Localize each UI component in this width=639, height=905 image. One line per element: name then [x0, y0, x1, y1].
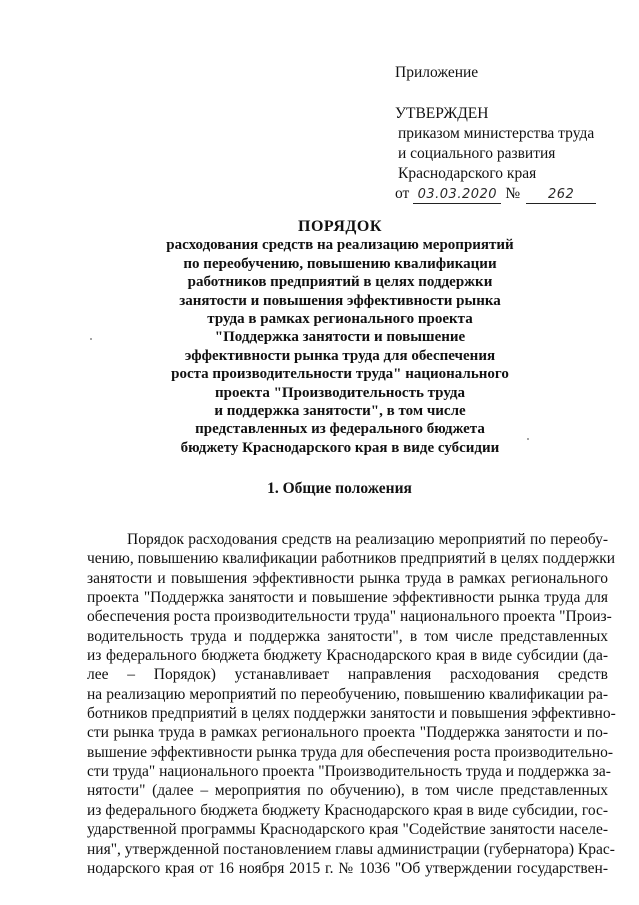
approved-label: УТВЕРЖДЕН	[395, 105, 489, 122]
title-line: эффективности рынка труда для обеспечения	[184, 347, 496, 364]
paragraph-line: ударственной программы Краснодарского края "Содействие занятости населе-	[87, 821, 608, 839]
appendix-label: Приложение	[395, 64, 479, 81]
date-number-line	[395, 184, 625, 204]
approval-line: и социального развития	[398, 145, 556, 162]
paragraph-line: проекта "Поддержка занятости и повышение эффективности рынка труда для	[87, 589, 608, 607]
paragraph-line: вышение эффективности рынка труда для обеспечения роста производительно-	[87, 743, 614, 761]
paragraph-line: ботников предприятий в целях поддержки занятости и повышения эффективно-	[87, 705, 616, 723]
section-heading: 1. Общие положения	[267, 480, 412, 497]
paragraph-line: ния", утвержденной постановлением главы администрации (губернатора) Крас-	[87, 840, 615, 858]
title-line: бюджету Краснодарского края в виде субсидии	[180, 439, 500, 456]
title-line: по переобучению, повышению квалификации	[183, 255, 497, 272]
paragraph-line: нятости" (далее – мероприятия по обучению), в том числе представленных	[87, 782, 608, 800]
title-line: и поддержка занятости", в том числе	[214, 403, 466, 420]
title-line: расходования средств на реализацию мероприятий	[166, 237, 514, 254]
approval-line: Краснодарского края	[398, 165, 537, 182]
paragraph-line: Порядок расходования средств на реализацию мероприятий по переобу-	[127, 531, 608, 548]
title-line: роста производительности труда" национального	[171, 366, 509, 383]
paragraph-line: из федерального бюджета бюджету Краснодарского края в виде субсидии, гос-	[87, 801, 608, 819]
approval-block	[395, 63, 625, 204]
paragraph-line: на реализацию мероприятий по переобучению, повышению квалификации ра-	[87, 685, 608, 703]
paragraph-line: сти рынка труда в рамках регионального проекта "Поддержка занятости и по-	[87, 724, 608, 742]
title-line: труда в рамках регионального проекта	[207, 311, 473, 328]
title-line: проекта "Производительность труда	[215, 384, 465, 401]
handwritten-date: 03.03.2020	[413, 187, 501, 204]
from-label: от	[395, 185, 410, 202]
scan-speck	[90, 338, 92, 340]
title-line: работников предприятий в целях поддержки	[187, 274, 493, 291]
title-line: занятости и повышения эффективности рынка	[179, 292, 501, 309]
number-label: №	[505, 185, 521, 202]
paragraph-line: лее – Порядок) устанавливает направления расходования средств	[87, 666, 608, 684]
handwritten-number: 262	[526, 187, 596, 204]
paragraph-line: чению, повышению квалификации работников предприятий в целях поддержки	[87, 550, 616, 568]
body-paragraph	[87, 530, 616, 878]
paragraph-line: водительность труда и поддержка занятости", в том числе представленных	[87, 627, 608, 645]
title-line: представленных из федерального бюджета	[195, 421, 485, 438]
paragraph-line: нодарского края от 16 ноября 2015 г. № 1036 "Об утверждении государствен-	[87, 859, 608, 877]
title-heading: ПОРЯДОК	[298, 218, 382, 235]
paragraph-line: занятости и повышения эффективности рынка труда в рамках регионального	[87, 569, 608, 587]
title-line: "Поддержка занятости и повышение	[214, 329, 466, 346]
paragraph-line: сти труда" национального проекта "Производительность труда и поддержка за-	[87, 763, 611, 781]
paragraph-line: из федерального бюджета бюджету Краснодарского края в виде субсидии (да-	[87, 647, 608, 665]
scan-speck	[527, 438, 529, 440]
document-title	[120, 218, 560, 457]
approval-line: приказом министерства труда	[398, 125, 595, 142]
paragraph-line: обеспечения роста производительности труда" национального проекта "Произ-	[87, 608, 612, 626]
